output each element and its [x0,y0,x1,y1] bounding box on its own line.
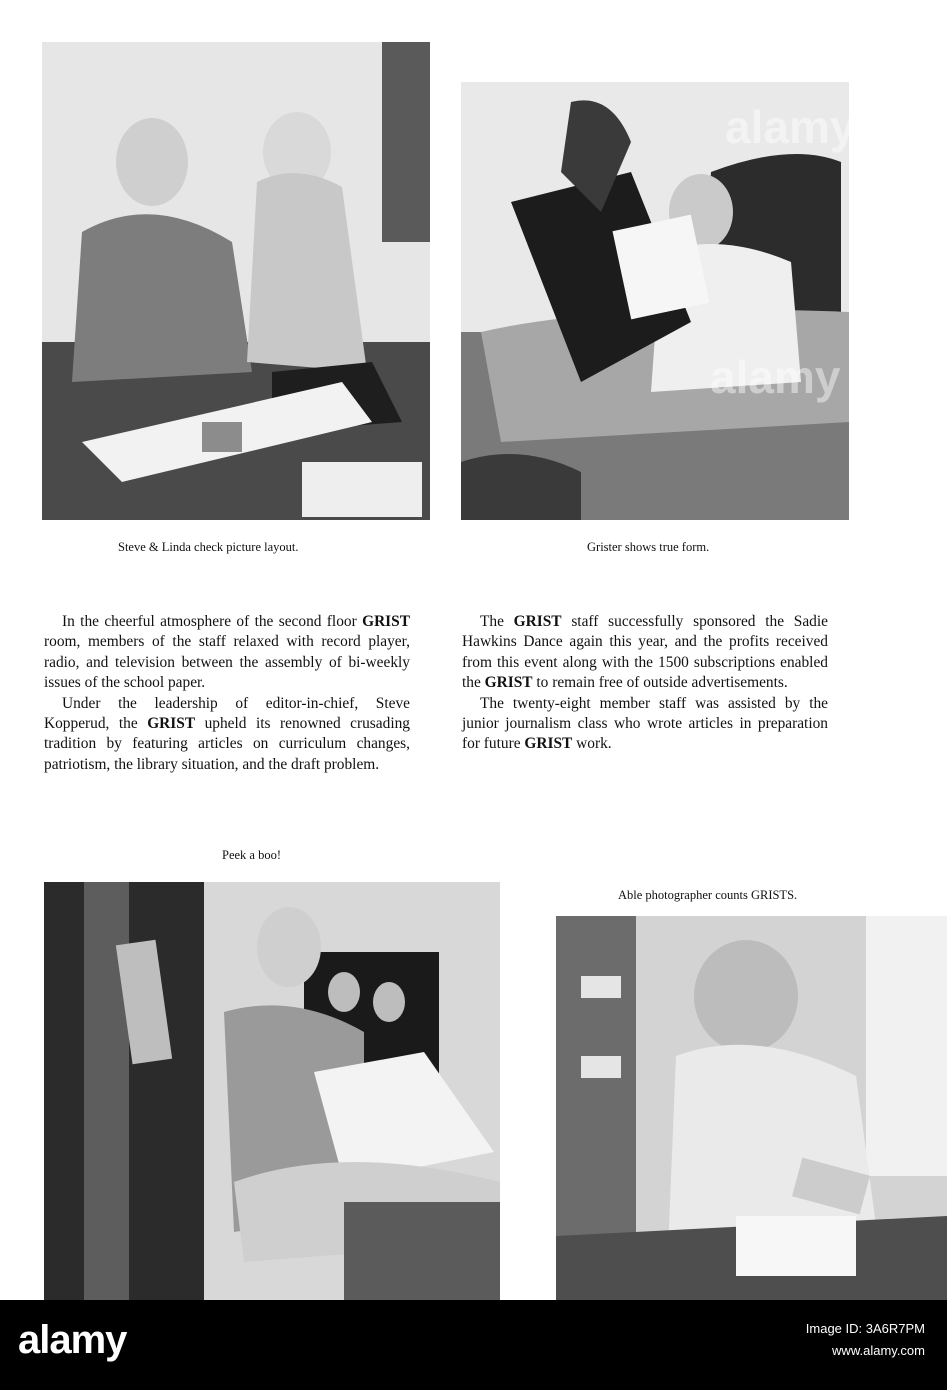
photo-steve-linda-graphic [42,42,430,520]
caption-top-right: Grister shows true form. [587,540,710,554]
right-p1-grist-1: GRIST [513,613,562,630]
photo-peek-a-boo [44,882,500,1300]
caption-top-left: Steve & Linda check picture layout. [118,540,299,554]
photo-photographer-counts-grists [556,916,947,1300]
footer-url: www.alamy.com [832,1343,925,1358]
right-p2-grist: GRIST [524,735,573,753]
left-p2-grist: GRIST [147,715,196,733]
photo-steve-linda [42,42,430,520]
stock-footer [0,1300,947,1390]
photo-grister-graphic [461,82,849,520]
caption-bottom-left: Peek a boo! [222,848,282,862]
photo-grister [461,82,849,520]
left-p1-text-c: room, members of the staff relaxed with record player, radio, and television between the assembly of bi-weekly issues of the school paper. [44,633,410,692]
watermark-middle: alamy [710,351,841,403]
image-id: Image ID: 3A6R7PM [805,1321,925,1336]
alamy-logo: alamy [18,1318,127,1362]
right-p2-text-a: The twenty-eight member staff was assisted by the junior journalism class who wrote articles in preparation for future [462,694,828,753]
caption-bottom-right: Able photographer counts GRISTS. [618,888,798,902]
right-p2-text-c: work. [572,735,612,753]
left-body-text [44,612,410,775]
left-p2-text-a: Under the leadership of editor-in-chief, Steve Kopperud, the [44,694,410,733]
left-p2-text-c: upheld its renowned crusading tradition by featuring articles on curriculum changes, patriotism, the library situation, and the draft problem. [44,715,410,773]
right-paragraph-2 [462,694,828,755]
right-p1-text-e: to remain free of outside advertisements. [532,674,788,692]
right-paragraph-1 [462,612,828,694]
left-p1-grist: GRIST [362,613,410,630]
photo-photographer-graphic [556,916,947,1300]
footer-meta [806,1318,925,1362]
left-p1-text-a: In the cheerful atmosphere of the second floor [62,613,363,630]
left-paragraph-2 [44,694,410,776]
photo-peek-a-boo-graphic [44,882,500,1300]
left-paragraph-1 [44,612,410,694]
right-p1-grist-2: GRIST [484,674,533,692]
watermark-top: alamy [725,101,856,153]
right-body-text [462,612,828,755]
right-p1-text-c: staff successfully sponsored the Sadie Hawkins Dance again this year, and the profits received from this event along with the 1500 subscriptions enabled the [462,613,828,692]
right-p1-text-a: The [480,613,514,630]
